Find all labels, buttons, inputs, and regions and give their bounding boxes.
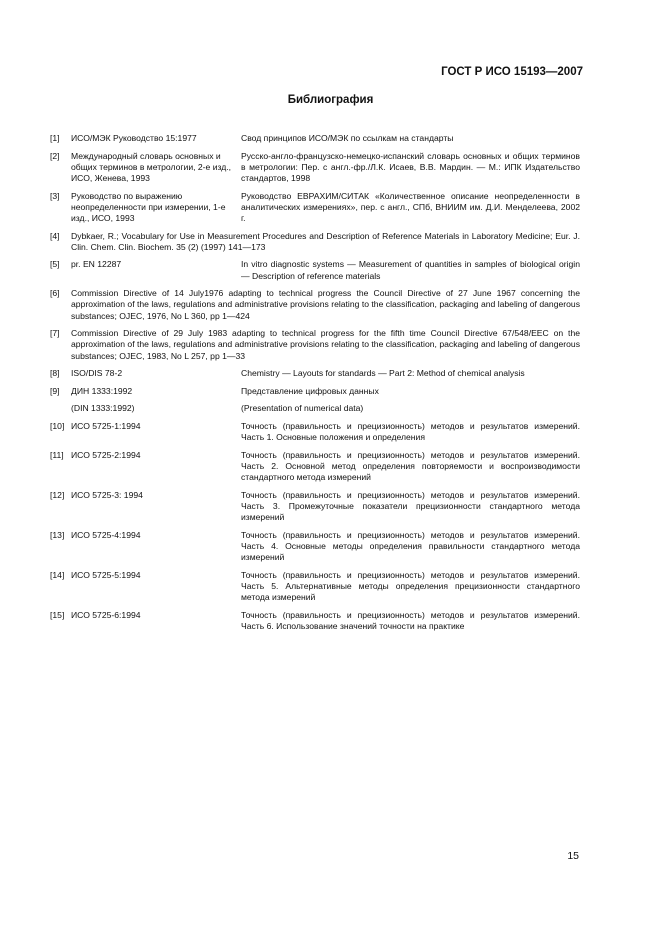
entry-equivalent: Точность (правильность и прецизионность) методов и результатов измерений. Часть 3. Промежуточные показатели прецизионности стандартного метода измерений [241,489,580,523]
entry-source: ИСО 5725-2:1994 [71,449,141,460]
entry-number: [12] [50,489,65,500]
entry-equivalent: In vitro diagnostic systems — Measurement of quantities in samples of biological origin — Description of reference materials [241,259,580,281]
entry-number: [8] [50,368,60,379]
entry-number: [5] [50,259,60,270]
section-title: Библиография [287,94,374,106]
bibliography-entry [50,368,580,379]
entry-source: ИСО 5725-3: 1994 [71,489,143,500]
entry-citation: Commission Directive of 29 July 1983 adapting to technical progress for the fifth time Council Directive 67/548/EEC on the approximation of the laws, regulations and administrative provisions relating to the classification, packaging and labeling of dangerous substances; OJEC, 1983, No L 257, pp 1—33 [71,328,580,361]
bibliography-entry [50,403,580,414]
entry-number: [2] [50,150,60,161]
bibliography-entry [50,570,580,604]
entry-equivalent: Точность (правильность и прецизионность) методов и результатов измерений. Часть 6. Использование значений точности на практике [241,609,580,631]
entry-source: (DIN 1333:1992) [71,403,135,414]
bibliography-entry [50,490,580,524]
entry-number: [13] [50,529,65,540]
entry-number: [3] [50,190,60,201]
entry-source: ИСО 5725-1:1994 [71,420,141,431]
entry-number: [1] [50,133,60,143]
entry-number: [6] [50,288,60,299]
bibliography-entry [50,421,580,443]
entry-equivalent: Точность (правильность и прецизионность) методов и результатов измерений. Часть 1. Основные положения и определения [241,420,580,443]
entry-equivalent: Точность (правильность и прецизионность) методов и результатов измерений. Часть 4. Основные методы определения правильности стандартного метода измерений [241,529,580,563]
page-number: 15 [567,850,579,862]
entry-number: [7] [50,328,60,339]
entry-source: Международный словарь основных и общих терминов в метрологии, 2-е изд., ИСО, Женева, 1993 [71,150,232,183]
entry-source: ИСО 5725-5:1994 [71,569,141,580]
entry-number: [14] [50,569,65,580]
bibliography-entry [50,610,580,632]
entry-number [50,403,71,414]
entry-equivalent: Chemistry — Layouts for standards — Part 2: Method of chemical analysis [241,368,525,379]
bibliography-entry [50,133,580,144]
entry-source: ИСО/МЭК Руководство 15:1977 [71,133,197,143]
entry-citation: Commission Directive of 14 July1976 adapting to technical progress the Council Directive of 27 June 1967 concerning the approximation of the laws, regulations and administrative provisions relating to the classification, packaging and labeling of dangerous substances; OJEC, 1976, No L 360, pp 1—424 [71,288,580,321]
entry-equivalent: Представление цифровых данных [241,385,379,396]
entry-equivalent: Точность (правильность и прецизионность) методов и результатов измерений. Часть 2. Основной метод определения повторяемости и воспроизводимости стандартного метода измерений [241,449,580,483]
entry-equivalent: Русско-англо-французско-немецко-испанский словарь основных и общих терминов в метрологии: Пер. с англ.-фр./Л.К. Исаев, В.В. Мардин. — М.: ИПК Издательство стандартов, 1998 [241,150,580,183]
entry-source: ISO/DIS 78-2 [71,368,123,379]
entry-source: Руководство по выражению неопределенности при измерении, 1-е изд., ИСО, 1993 [71,190,226,223]
entry-equivalent: Точность (правильность и прецизионность) методов и результатов измерений. Часть 5. Альтернативные методы определения прецизионности стандартного метода измерений [241,569,580,603]
bibliography-entry [50,288,580,322]
entry-number: [10] [50,420,65,431]
entry-number: [4] [50,230,60,241]
bibliography-entry [50,328,580,362]
entry-equivalent: Руководство ЕВРАХИМ/СИТАК «Количественное описание неопределенности в аналитических измерениях», пер. с англ., СПб, ВНИИМ им. Д.И. Менделеева, 2002 г. [241,190,580,223]
bibliography-entry [50,231,580,253]
bibliography-entry [50,191,580,225]
bibliography-list [50,133,580,639]
bibliography-entry [50,151,580,185]
entry-source: ИСО 5725-6:1994 [71,609,141,620]
entry-citation: Dybkaer, R.; Vocabulary for Use in Measurement Procedures and Description of Reference Materials in Laboratory Medicine; Eur. J. Clin. Chem. Clin. Biochem. 35 (2) (1997) 141—173 [71,230,580,252]
bibliography-entry [50,530,580,564]
entry-source: ИСО 5725-4:1994 [71,529,141,540]
bibliography-entry [50,450,580,484]
entry-number: [15] [50,609,65,620]
entry-equivalent: Свод принципов ИСО/МЭК по ссылкам на стандарты [241,133,454,143]
entry-number: [9] [50,385,60,396]
bibliography-entry [50,386,580,397]
entry-equivalent: (Presentation of numerical data) [241,403,364,414]
bibliography-entry [50,259,580,281]
entry-source: ДИН 1333:1992 [71,385,133,396]
entry-number: [11] [50,449,64,460]
document-id: ГОСТ Р ИСО 15193—2007 [441,66,583,78]
entry-source: pr. EN 12287 [71,259,122,270]
